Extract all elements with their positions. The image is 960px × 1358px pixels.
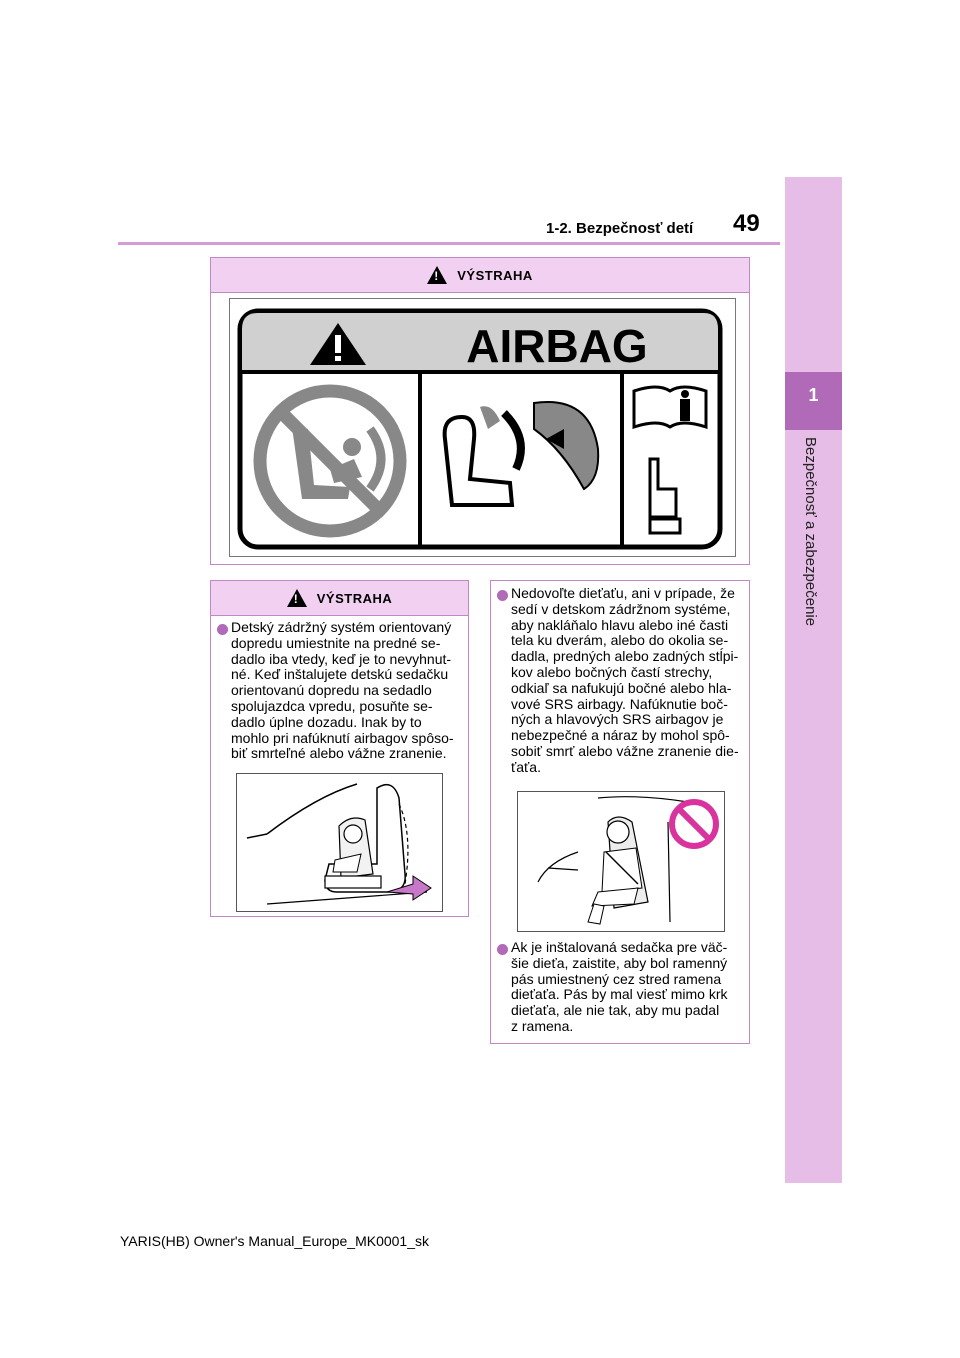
bullet-line: dadlo iba vtedy, keď je to nevyhnut- <box>231 650 452 667</box>
warning-header <box>211 258 749 293</box>
bullet-line: Nedovoľte dieťaťu, ani v prípade, že <box>511 585 735 601</box>
warning-heading: VÝSTRAHA <box>457 267 533 283</box>
child-seat-illustration <box>236 773 443 912</box>
warning-triangle-icon <box>287 589 307 607</box>
bullet-line: ných a hlavových SRS airbagov je <box>511 711 724 728</box>
booster-seat-graphic <box>518 792 724 931</box>
booster-seat-illustration <box>517 791 725 932</box>
warning-box-airbag-label <box>210 257 750 565</box>
bullet-paragraph <box>231 620 454 762</box>
bullet-dot <box>497 590 508 601</box>
header-rule <box>118 242 780 245</box>
warning-heading: VÝSTRAHA <box>316 590 393 606</box>
bullet-line: dopredu umiestnite na predné se- <box>231 634 441 651</box>
warning-triangle-icon <box>427 266 447 284</box>
footer-manual-id: YARIS(HB) Owner's Manual_Europe_MK0001_sk <box>120 1233 429 1249</box>
bullet-line: vové SRS airbagy. Nafúknutie boč- <box>511 695 728 712</box>
bullet-line: Detský zádržný systém orientovaný <box>231 619 452 635</box>
page-number: 49 <box>733 210 760 237</box>
bullet-line: tela ku dverám, alebo do okolia se- <box>511 632 729 649</box>
chapter-side-tab <box>785 177 842 1183</box>
bullet-dot <box>497 944 508 955</box>
bullet-line: dadla, predných alebo zadných stĺpi- <box>511 648 739 665</box>
bullet-line: dieťaťa. Pás by mal viesť mimo krk <box>511 986 728 1003</box>
chapter-number: 1 <box>808 385 819 405</box>
bullet-line: nebezpečné a náraz by mohol spô- <box>511 727 730 744</box>
bullet-paragraph <box>511 940 727 1035</box>
bullet-line: aby nakláňalo hlavu alebo iné časti <box>511 616 729 633</box>
chapter-label: Bezpečnosť a zabezpečenie <box>802 437 819 627</box>
bullet-line: pás umiestnený cez stred ramena <box>511 970 722 987</box>
warning-box-forward-facing <box>210 580 469 917</box>
bullet-dot <box>217 624 228 635</box>
bullet-line: ťaťa. <box>511 758 541 775</box>
bullet-line: šie dieťa, zaistite, aby bol ramenný <box>511 954 728 971</box>
bullet-line: kov alebo bočných častí strechy, <box>511 663 713 680</box>
bullet-line: dieťaťa, ale nie tak, aby mu padal <box>511 1002 720 1019</box>
airbag-warning-label-image <box>229 298 736 557</box>
bullet-line: né. Keď inštalujete detskú sedačku <box>231 666 449 683</box>
forward-facing-seat-graphic <box>237 774 442 911</box>
airbag-label-graphic <box>230 299 735 556</box>
bullet-paragraph <box>511 586 739 776</box>
bullet-line: Ak je inštalovaná sedačka pre väč- <box>511 939 728 955</box>
bullet-line: z ramena. <box>511 1017 574 1034</box>
airbag-label-text: AIRBAG <box>466 320 648 372</box>
warning-header <box>211 581 468 616</box>
bullet-line: sedí v detskom zádržnom systéme, <box>511 600 731 617</box>
bullet-line: biť smrteľné alebo vážne zranenie. <box>231 745 447 762</box>
bullet-line: mohlo pri nafúknutí airbagov spôso- <box>231 729 454 746</box>
bullet-line: sobiť smrť alebo vážne zranenie die- <box>511 742 739 759</box>
bullet-line: odkiaľ sa nafukujú bočné alebo hla- <box>511 679 732 696</box>
warning-box-side-airbags <box>490 580 750 1044</box>
section-title: 1-2. Bezpečnosť detí <box>546 220 694 237</box>
bullet-line: orientovanú dopredu na sedadlo <box>231 682 432 699</box>
bullet-line: spolujazdca vpredu, posuňte se- <box>231 697 433 714</box>
bullet-line: dadlo úplne dozadu. Inak by to <box>231 713 422 730</box>
